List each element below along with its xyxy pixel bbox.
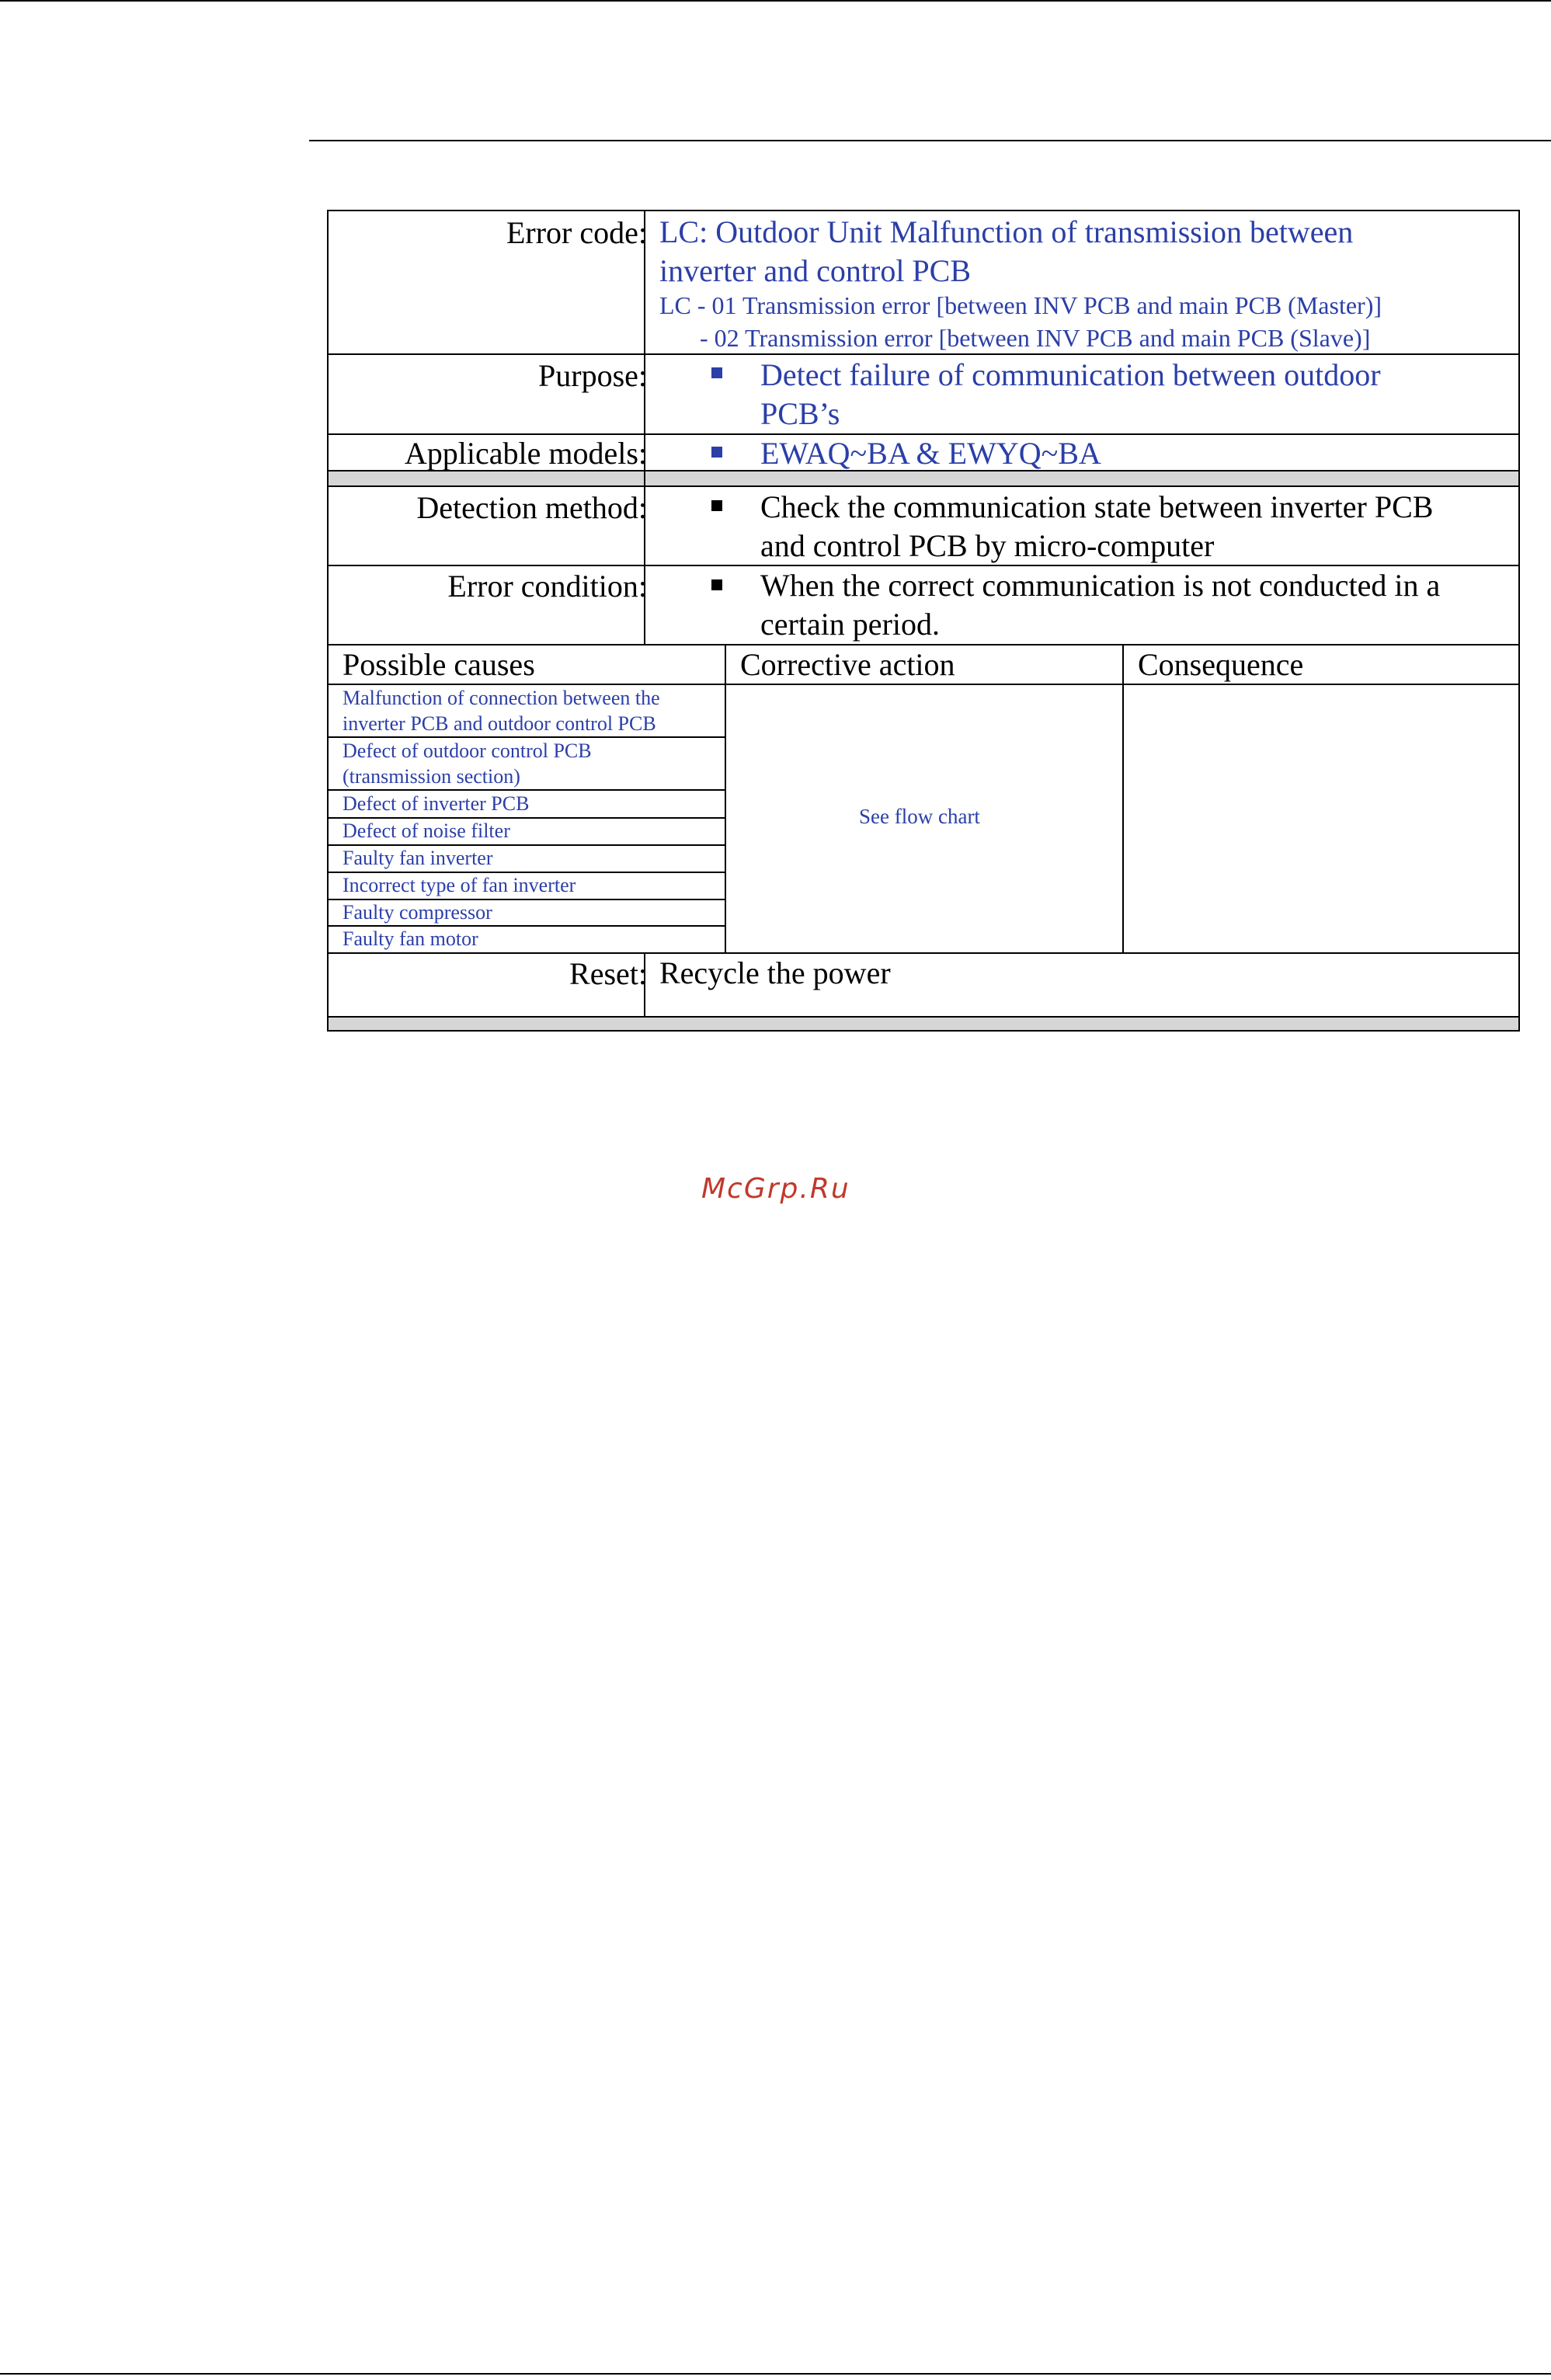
row-divider: [329, 644, 1518, 645]
purpose-line2: PCB’s: [760, 396, 840, 431]
cause-item: Defect of inverter PCB: [343, 792, 530, 815]
applicable-models-value: EWAQ~BA & EWYQ~BA: [760, 436, 1101, 471]
error-code-label: Error code:: [506, 215, 647, 250]
column-divider: [1122, 644, 1124, 952]
cause-item: Faulty fan motor: [343, 927, 478, 950]
cause-item: Faulty compressor: [343, 901, 492, 924]
purpose-line1: Detect failure of communication between outdoor: [760, 357, 1381, 392]
error-code-sub-01: LC - 01 Transmission error [between INV PCB and main PCB (Master)]: [659, 291, 1382, 319]
error-condition-line2: certain period.: [760, 607, 940, 642]
cause-item: Defect of outdoor control PCB: [343, 739, 592, 762]
cause-item: Defect of noise filter: [343, 819, 510, 842]
error-code-sub-02: - 02 Transmission error [between INV PCB and main PCB (Slave)]: [700, 324, 1371, 352]
row-divider: [329, 952, 1518, 954]
error-code-table: [327, 210, 1520, 1032]
detection-method-label: Detection method:: [416, 490, 647, 525]
purpose-label: Purpose:: [538, 358, 647, 393]
watermark: McGrp.Ru: [701, 1173, 850, 1205]
consequence-header: Consequence: [1138, 647, 1304, 682]
cause-item: (transmission section): [343, 765, 520, 788]
bullet-icon: [711, 367, 722, 378]
top-border: [0, 0, 1551, 2]
header-rule: [309, 140, 1551, 141]
cause-item: inverter PCB and outdoor control PCB: [343, 712, 656, 735]
bullet-icon: [711, 500, 722, 511]
cause-item: Malfunction of connection between the: [343, 687, 660, 709]
detection-method-line2: and control PCB by micro-computer: [760, 528, 1215, 563]
column-divider: [725, 644, 726, 952]
reset-value: Recycle the power: [659, 955, 891, 990]
row-divider: [329, 1016, 1518, 1018]
possible-causes-header: Possible causes: [343, 647, 535, 682]
bullet-icon: [711, 447, 722, 458]
corrective-action-text: See flow chart: [859, 805, 980, 828]
cause-item: Incorrect type of fan inverter: [343, 874, 576, 896]
error-code-title-line1: LC: Outdoor Unit Malfunction of transmission between: [659, 214, 1354, 249]
applicable-models-label: Applicable models:: [404, 436, 647, 471]
error-condition-label: Error condition:: [447, 569, 647, 604]
corrective-action-header: Corrective action: [740, 647, 955, 682]
error-code-title-line2: inverter and control PCB: [659, 253, 972, 288]
bullet-icon: [711, 579, 722, 590]
detection-method-line1: Check the communication state between inverter PCB: [760, 489, 1434, 524]
reset-label: Reset:: [569, 956, 647, 991]
shaded-band: [329, 1016, 1518, 1030]
bottom-rule: [0, 2373, 1551, 2375]
cause-item: Faulty fan inverter: [343, 847, 493, 869]
error-condition-line1: When the correct communication is not conducted in a: [760, 568, 1441, 603]
row-divider: [329, 485, 1518, 487]
